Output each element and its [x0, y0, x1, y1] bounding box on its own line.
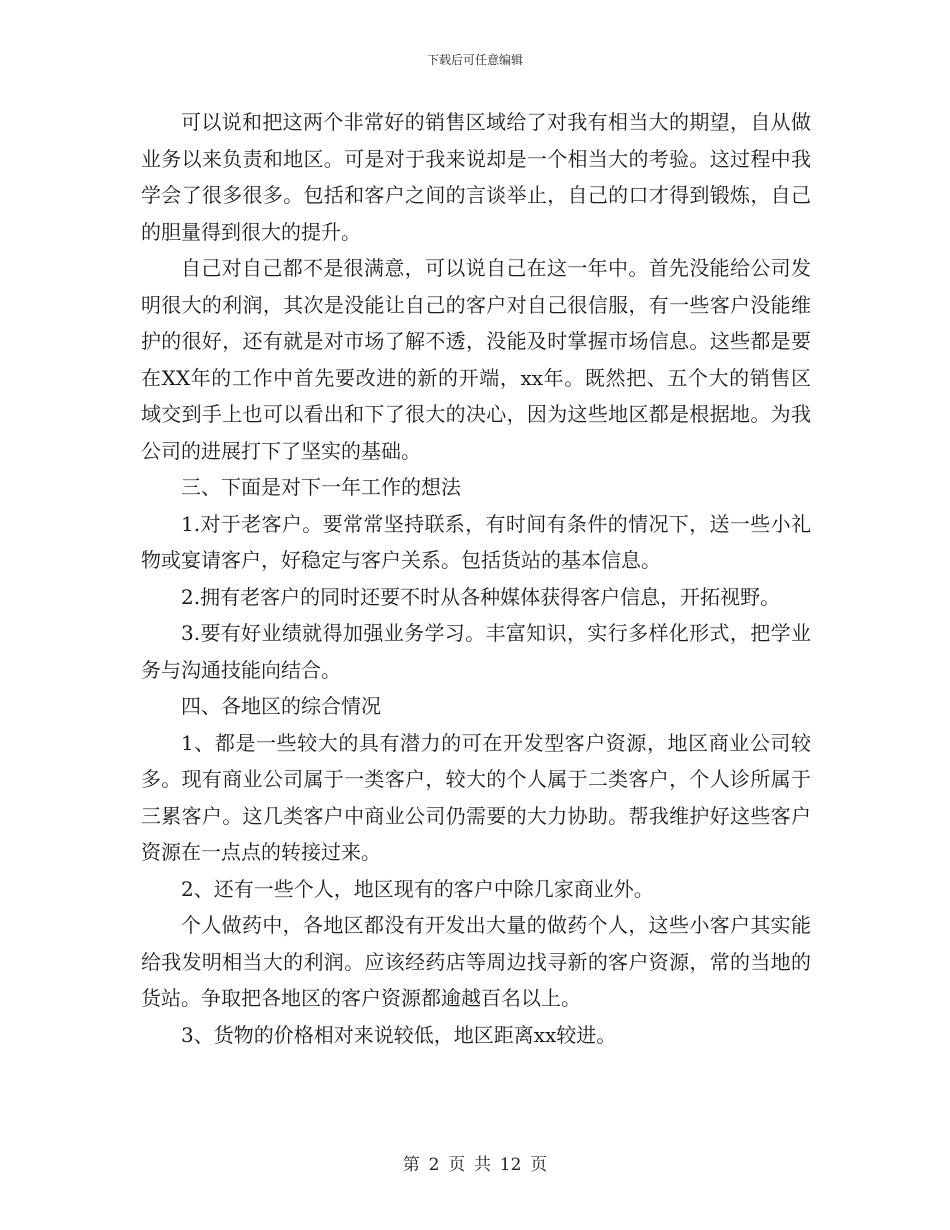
page-number-footer: 第 2 页 共 12 页: [402, 1155, 548, 1175]
paragraph-item-1: 1.对于老客户。要常常坚持联系，有时间有条件的情况下，送一些小礼物或宴请客户，好稳定与客户关系。包括货站的基本信息。: [141, 511, 811, 572]
paragraph-region-2: 2、还有一些个人，地区现有的客户中除几家商业外。: [181, 876, 654, 901]
paragraph-1: 可以说和把这两个非常好的销售区域给了对我有相当大的期望，自从做业务以来负责和地区。可是对于我来说却是一个相当大的考验。这过程中我学会了很多很多。包括和客户之间的言谈举止，自己的口才得到锻炼，自己的胆量得到很大的提升。: [141, 110, 811, 244]
paragraph-item-3: 3.要有好业绩就得加强业务学习。丰富知识，实行多样化形式，把学业务与沟通技能向结合。: [141, 621, 811, 682]
paragraph-item-2: 2.拥有老客户的同时还要不时从各种媒体获得客户信息，开拓视野。: [181, 584, 781, 609]
page-header-note: 下载后可任意编辑: [426, 53, 523, 67]
section-heading-4: 四、各地区的综合情况: [181, 694, 381, 718]
section-heading-3: 三、下面是对下一年工作的想法: [181, 475, 461, 499]
paragraph-region-1: 1、都是一些较大的具有潜力的可在开发型客户资源，地区商业公司较多。现有商业公司属于一类客户，较大的个人属于二类客户，个人诊所属于三累客户。这几类客户中商业公司仍需要的大力协助。帮我维护好这些客户资源在一点点的转接过来。: [141, 730, 811, 864]
paragraph-region-2-detail: 个人做药中，各地区都没有开发出大量的做药个人，这些小客户其实能给我发明相当大的利润。应该经药店等周边找寻新的客户资源，常的当地的货站。争取把各地区的客户资源都逾越百名以上。: [141, 913, 811, 1010]
paragraph-region-3: 3、货物的价格相对来说较低，地区距离xx较进。: [181, 1022, 617, 1047]
document-body: [141, 104, 811, 1053]
paragraph-2: 自己对自己都不是很满意，可以说自己在这一年中。首先没能给公司发明很大的利润，其次是没能让自己的客户对自己很信服，有一些客户没能维护的很好，还有就是对市场了解不透，没能及时掌握市场信息。这些都是要在XX年的工作中首先要改进的新的开端，xx年。既然把、五个大的销售区域交到手上也可以看出和下了很大的决心，因为这些地区都是根据地。为我公司的进展打下了坚实的基础。: [141, 256, 811, 463]
